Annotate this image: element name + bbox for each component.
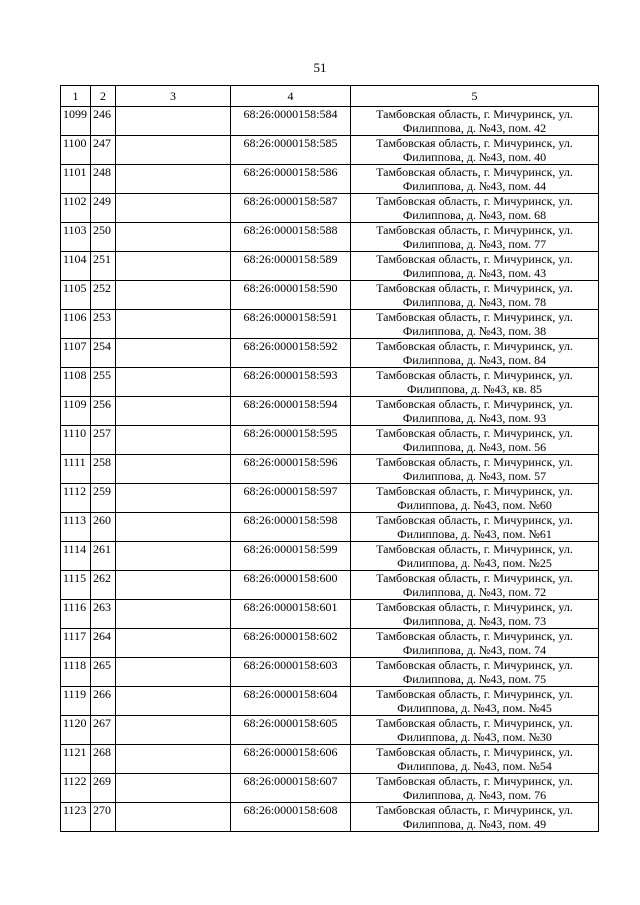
address-line-2: Филиппова, д. №43, пом. №54	[397, 759, 552, 773]
address-cell	[351, 774, 599, 803]
empty-cell	[116, 281, 231, 310]
item-number: 250	[91, 223, 116, 252]
cadastral-number: 68:26:0000158:596	[231, 455, 351, 484]
cadastral-number: 68:26:0000158:604	[231, 687, 351, 716]
address-cell	[351, 513, 599, 542]
table-row	[61, 426, 599, 455]
cadastral-number: 68:26:0000158:606	[231, 745, 351, 774]
address-line-1: Тамбовская область, г. Мичуринск, ул.	[376, 629, 573, 643]
address-line-1: Тамбовская область, г. Мичуринск, ул.	[376, 368, 573, 382]
cadastral-number: 68:26:0000158:595	[231, 426, 351, 455]
record-number: 1104	[61, 252, 91, 281]
address-line-1: Тамбовская область, г. Мичуринск, ул.	[376, 687, 573, 701]
address-line-1: Тамбовская область, г. Мичуринск, ул.	[376, 803, 573, 817]
address-line-2: Филиппова, д. №43, пом. 56	[402, 440, 547, 454]
table-row	[61, 223, 599, 252]
cadastral-number: 68:26:0000158:599	[231, 542, 351, 571]
address-cell	[351, 542, 599, 571]
empty-cell	[116, 136, 231, 165]
address-line-1: Тамбовская область, г. Мичуринск, ул.	[376, 600, 573, 614]
record-number: 1107	[61, 339, 91, 368]
address-cell	[351, 629, 599, 658]
address-cell	[351, 368, 599, 397]
address-line-2: Филиппова, д. №43, пом. 44	[402, 179, 547, 193]
item-number: 270	[91, 803, 116, 832]
address-line-1: Тамбовская область, г. Мичуринск, ул.	[376, 455, 573, 469]
header-col-2: 2	[91, 86, 116, 107]
item-number: 262	[91, 571, 116, 600]
empty-cell	[116, 774, 231, 803]
table-row	[61, 339, 599, 368]
item-number: 268	[91, 745, 116, 774]
address-cell	[351, 107, 599, 136]
table-row	[61, 745, 599, 774]
empty-cell	[116, 310, 231, 339]
table-row	[61, 600, 599, 629]
address-cell	[351, 339, 599, 368]
cadastral-number: 68:26:0000158:602	[231, 629, 351, 658]
item-number: 255	[91, 368, 116, 397]
address-line-1: Тамбовская область, г. Мичуринск, ул.	[376, 426, 573, 440]
empty-cell	[116, 716, 231, 745]
address-line-2: Филиппова, д. №43, пом. 74	[402, 643, 547, 657]
record-number: 1113	[61, 513, 91, 542]
address-line-2: Филиппова, д. №43, кв. 85	[406, 382, 543, 396]
address-cell	[351, 426, 599, 455]
address-line-2: Филиппова, д. №43, пом. 75	[402, 672, 547, 686]
table-row	[61, 368, 599, 397]
cadastral-number: 68:26:0000158:597	[231, 484, 351, 513]
address-cell	[351, 252, 599, 281]
header-col-3: 3	[116, 86, 231, 107]
table-row	[61, 136, 599, 165]
address-line-1: Тамбовская область, г. Мичуринск, ул.	[376, 194, 573, 208]
table-row	[61, 803, 599, 832]
cadastral-number: 68:26:0000158:598	[231, 513, 351, 542]
address-line-1: Тамбовская область, г. Мичуринск, ул.	[376, 397, 573, 411]
empty-cell	[116, 745, 231, 774]
address-line-1: Тамбовская область, г. Мичуринск, ул.	[376, 339, 573, 353]
address-line-2: Филиппова, д. №43, пом. 93	[402, 411, 547, 425]
address-line-2: Филиппова, д. №43, пом. 49	[402, 817, 547, 831]
item-number: 254	[91, 339, 116, 368]
record-number: 1105	[61, 281, 91, 310]
address-line-2: Филиппова, д. №43, пом. 72	[402, 585, 547, 599]
header-col-5: 5	[351, 86, 599, 107]
address-line-2: Филиппова, д. №43, пом. №61	[397, 527, 552, 541]
address-cell	[351, 803, 599, 832]
address-line-2: Филиппова, д. №43, пом. 40	[402, 150, 547, 164]
record-number: 1114	[61, 542, 91, 571]
address-cell	[351, 165, 599, 194]
record-number: 1112	[61, 484, 91, 513]
item-number: 248	[91, 165, 116, 194]
empty-cell	[116, 484, 231, 513]
address-line-2: Филиппова, д. №43, пом. 57	[402, 469, 547, 483]
cadastral-number: 68:26:0000158:586	[231, 165, 351, 194]
empty-cell	[116, 803, 231, 832]
item-number: 253	[91, 310, 116, 339]
record-number: 1116	[61, 600, 91, 629]
address-line-2: Филиппова, д. №43, пом. №30	[397, 730, 552, 744]
cadastral-number: 68:26:0000158:608	[231, 803, 351, 832]
cadastral-number: 68:26:0000158:587	[231, 194, 351, 223]
address-cell	[351, 600, 599, 629]
record-number: 1101	[61, 165, 91, 194]
empty-cell	[116, 223, 231, 252]
address-line-1: Тамбовская область, г. Мичуринск, ул.	[376, 223, 573, 237]
item-number: 258	[91, 455, 116, 484]
record-number: 1120	[61, 716, 91, 745]
table-header	[61, 86, 599, 107]
address-line-1: Тамбовская область, г. Мичуринск, ул.	[376, 136, 573, 150]
item-number: 263	[91, 600, 116, 629]
cadastral-number: 68:26:0000158:591	[231, 310, 351, 339]
empty-cell	[116, 571, 231, 600]
address-line-1: Тамбовская область, г. Мичуринск, ул.	[376, 571, 573, 585]
address-line-2: Филиппова, д. №43, пом. №25	[397, 556, 552, 570]
header-col-4: 4	[231, 86, 351, 107]
record-number: 1123	[61, 803, 91, 832]
address-line-1: Тамбовская область, г. Мичуринск, ул.	[376, 310, 573, 324]
cadastral-number: 68:26:0000158:603	[231, 658, 351, 687]
item-number: 266	[91, 687, 116, 716]
address-line-1: Тамбовская область, г. Мичуринск, ул.	[376, 165, 573, 179]
address-cell	[351, 687, 599, 716]
record-number: 1118	[61, 658, 91, 687]
address-cell	[351, 194, 599, 223]
empty-cell	[116, 368, 231, 397]
table-row	[61, 165, 599, 194]
cadastral-number: 68:26:0000158:588	[231, 223, 351, 252]
cadastral-number: 68:26:0000158:590	[231, 281, 351, 310]
empty-cell	[116, 194, 231, 223]
table-row	[61, 513, 599, 542]
address-line-1: Тамбовская область, г. Мичуринск, ул.	[376, 716, 573, 730]
cadastral-number: 68:26:0000158:593	[231, 368, 351, 397]
table-row	[61, 687, 599, 716]
item-number: 269	[91, 774, 116, 803]
empty-cell	[116, 629, 231, 658]
address-cell	[351, 281, 599, 310]
cadastral-number: 68:26:0000158:592	[231, 339, 351, 368]
record-number: 1111	[61, 455, 91, 484]
record-number: 1103	[61, 223, 91, 252]
item-number: 246	[91, 107, 116, 136]
table-row	[61, 484, 599, 513]
address-line-1: Тамбовская область, г. Мичуринск, ул.	[376, 107, 573, 121]
cadastral-number: 68:26:0000158:601	[231, 600, 351, 629]
address-cell	[351, 136, 599, 165]
empty-cell	[116, 455, 231, 484]
record-number: 1122	[61, 774, 91, 803]
address-cell	[351, 223, 599, 252]
address-cell	[351, 397, 599, 426]
page-number: 51	[313, 60, 327, 75]
cadastral-number: 68:26:0000158:607	[231, 774, 351, 803]
item-number: 261	[91, 542, 116, 571]
address-cell	[351, 716, 599, 745]
address-line-2: Филиппова, д. №43, пом. 38	[402, 324, 547, 338]
table-row	[61, 397, 599, 426]
address-line-1: Тамбовская область, г. Мичуринск, ул.	[376, 774, 573, 788]
header-col-1: 1	[61, 86, 91, 107]
table-row	[61, 629, 599, 658]
address-line-2: Филиппова, д. №43, пом. 77	[402, 237, 547, 251]
table-row	[61, 774, 599, 803]
cadastral-number: 68:26:0000158:589	[231, 252, 351, 281]
registry-table	[60, 85, 599, 832]
item-number: 252	[91, 281, 116, 310]
address-line-2: Филиппова, д. №43, пом. 78	[402, 295, 547, 309]
address-line-2: Филиппова, д. №43, пом. 73	[402, 614, 547, 628]
item-number: 251	[91, 252, 116, 281]
empty-cell	[116, 252, 231, 281]
record-number: 1117	[61, 629, 91, 658]
record-number: 1109	[61, 397, 91, 426]
cadastral-number: 68:26:0000158:594	[231, 397, 351, 426]
cadastral-number: 68:26:0000158:600	[231, 571, 351, 600]
address-cell	[351, 310, 599, 339]
record-number: 1110	[61, 426, 91, 455]
table-row	[61, 252, 599, 281]
address-line-2: Филиппова, д. №43, пом. 76	[402, 788, 547, 802]
address-cell	[351, 571, 599, 600]
address-cell	[351, 484, 599, 513]
record-number: 1121	[61, 745, 91, 774]
address-line-1: Тамбовская область, г. Мичуринск, ул.	[376, 658, 573, 672]
address-line-2: Филиппова, д. №43, пом. 68	[402, 208, 547, 222]
header-row	[61, 86, 599, 107]
record-number: 1108	[61, 368, 91, 397]
record-number: 1100	[61, 136, 91, 165]
item-number: 247	[91, 136, 116, 165]
record-number: 1119	[61, 687, 91, 716]
table-row	[61, 716, 599, 745]
item-number: 256	[91, 397, 116, 426]
address-line-2: Филиппова, д. №43, пом. 43	[402, 266, 547, 280]
cadastral-number: 68:26:0000158:585	[231, 136, 351, 165]
item-number: 257	[91, 426, 116, 455]
record-number: 1102	[61, 194, 91, 223]
empty-cell	[116, 397, 231, 426]
empty-cell	[116, 513, 231, 542]
address-line-1: Тамбовская область, г. Мичуринск, ул.	[376, 484, 573, 498]
cadastral-number: 68:26:0000158:605	[231, 716, 351, 745]
address-cell	[351, 745, 599, 774]
table-row	[61, 281, 599, 310]
table-row	[61, 455, 599, 484]
table-row	[61, 658, 599, 687]
item-number: 267	[91, 716, 116, 745]
address-line-1: Тамбовская область, г. Мичуринск, ул.	[376, 252, 573, 266]
address-line-1: Тамбовская область, г. Мичуринск, ул.	[376, 745, 573, 759]
table-row	[61, 107, 599, 136]
empty-cell	[116, 658, 231, 687]
table-row	[61, 571, 599, 600]
empty-cell	[116, 339, 231, 368]
address-line-2: Филиппова, д. №43, пом. №45	[397, 701, 552, 715]
address-line-2: Филиппова, д. №43, пом. №60	[397, 498, 552, 512]
table-body	[61, 107, 599, 832]
address-cell	[351, 455, 599, 484]
cadastral-number: 68:26:0000158:584	[231, 107, 351, 136]
address-cell	[351, 658, 599, 687]
record-number: 1106	[61, 310, 91, 339]
address-line-1: Тамбовская область, г. Мичуринск, ул.	[376, 281, 573, 295]
item-number: 259	[91, 484, 116, 513]
item-number: 264	[91, 629, 116, 658]
table-row	[61, 194, 599, 223]
empty-cell	[116, 542, 231, 571]
empty-cell	[116, 426, 231, 455]
empty-cell	[116, 687, 231, 716]
record-number: 1099	[61, 107, 91, 136]
table-row	[61, 310, 599, 339]
empty-cell	[116, 600, 231, 629]
address-line-2: Филиппова, д. №43, пом. 42	[402, 121, 547, 135]
item-number: 249	[91, 194, 116, 223]
address-line-2: Филиппова, д. №43, пом. 84	[402, 353, 547, 367]
empty-cell	[116, 107, 231, 136]
address-line-1: Тамбовская область, г. Мичуринск, ул.	[376, 542, 573, 556]
address-line-1: Тамбовская область, г. Мичуринск, ул.	[376, 513, 573, 527]
table-row	[61, 542, 599, 571]
empty-cell	[116, 165, 231, 194]
item-number: 260	[91, 513, 116, 542]
item-number: 265	[91, 658, 116, 687]
record-number: 1115	[61, 571, 91, 600]
